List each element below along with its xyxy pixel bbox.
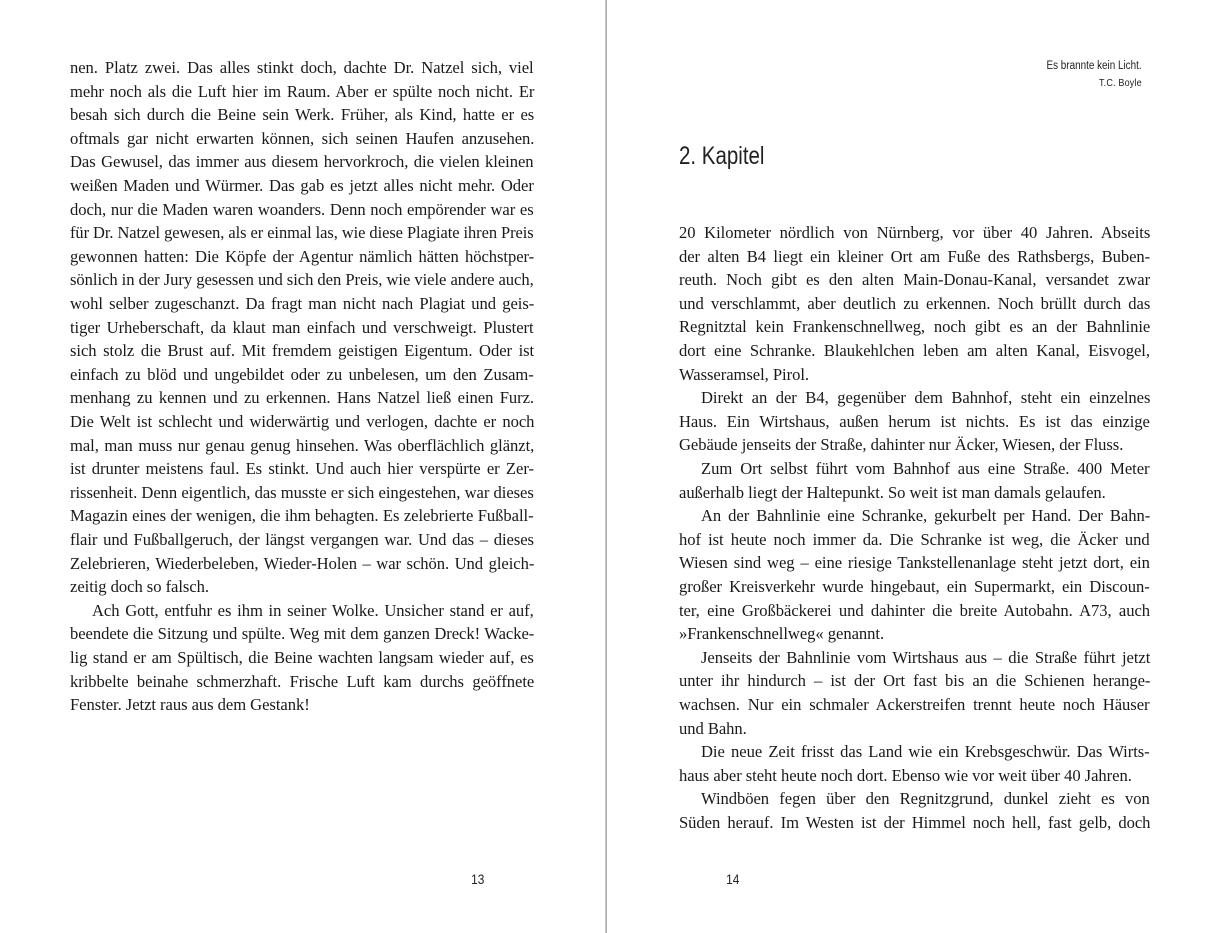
text-line: Gebäude jenseits der Straße, dahinter nur Äcker, Wiesen, der Fluss. [679,435,1124,455]
text-line: gewonnen hatten: Die Köpfe der Agentur nämlich hätten höchstper- [70,246,535,266]
page-number-right: 14 [726,871,740,887]
text-line: beendete die Sitzung und spülte. Weg mit dem ganzen Dreck! Wacke- [70,624,535,644]
text-line: Das Gewusel, das immer aus diesem hervorkroch, die vielen kleinen [70,152,534,172]
text-line: wachsen. Nur ein schmaler Ackerstreifen trennt heute noch Häuser [679,695,1150,714]
text-line: Zelebrieren, Wiederbeleben, Wieder-Holen – war schön. Und gleich- [70,553,535,573]
text-line: Zum Ort selbst führt vom Bahnhof aus eine Straße. 400 Meter [701,459,1150,478]
text-line: Ach Gott, entfuhr es ihm in seiner Wolke. Unsicher stand er auf, [92,600,534,620]
text-line: zeitig doch so falsch. [70,577,209,597]
page-number-left: 13 [471,871,485,887]
text-line: für Dr. Natzel gewesen, als er einmal las, wie diese Plagiate ihren Preis [70,223,534,243]
text-line: Wasseramsel, Pirol. [679,364,809,384]
text-line: ist drunter meistens faul. Es stinkt. Und auch hier verspürte er Zer- [70,459,534,479]
text-line: einfach zu blöd und ungebildet oder zu unbelesen, um den Zusam- [70,364,534,384]
text-line: 20 Kilometer nördlich von Nürnberg, vor über 40 Jahren. Abseits [679,223,1151,242]
text-line: dort eine Schranke. Blaukehlchen leben am alten Kanal, Eisvogel, [679,341,1150,360]
text-line: sich stolz die Brust auf. Mit fremdem geistigen Eigentum. Oder ist [70,341,535,361]
text-line: An der Bahnlinie eine Schranke, gekurbelt per Hand. Der Bahn- [701,506,1151,526]
running-header-author: T.C. Boyle [1099,77,1142,89]
text-line: Fenster. Jetzt raus aus dem Gestank! [70,695,310,715]
text-line: reuth. Noch gibt es den alten Main-Donau-Kanal, versandet zwar [679,270,1151,290]
text-line: Direkt an der B4, gegenüber dem Bahnhof, steht ein einzelnes [701,388,1151,408]
right-page [607,0,1209,933]
text-line: besah sich durch die Beine sein Werk. Früher, als Kind, hatte er es [70,105,535,125]
text-line: mehr noch als die Luft hier im Raum. Aber er spülte noch nicht. Er [70,81,535,101]
text-line: ter, eine Großbäckerei und dahinter die breite Autobahn. A73, auch [679,600,1151,620]
text-line: rissenheit. Denn eigentlich, das musste er sich eingestehen, war dieses [70,482,534,502]
text-line: sönlich in der Jury gesessen und sich den Preis, wie viele andere auch, [70,270,534,290]
running-header-title: Es brannte kein Licht. [1046,60,1142,72]
text-line: Die Welt ist schlecht und widerwärtig und verlogen, dachte er noch [70,412,535,431]
text-line: und verschlammt, aber deutlich zu erkennen. Noch brüllt durch das [679,293,1151,313]
text-line: doch, nur die Maden waren woanders. Denn noch empörender war es [70,199,534,219]
text-line: Haus. Ein Wirtshaus, außen herum ist nichts. Es ist das einzige [679,411,1150,431]
text-line: haus aber steht heute noch dort. Ebenso wie vor weit über 40 Jahren. [679,765,1132,785]
text-line: kribbelte beinahe schmerzhaft. Frische Luft kam durchs geöffnete [70,671,535,691]
text-line: weißen Maden und Würmer. Das gab es jetzt alles nicht mehr. Oder [70,176,534,195]
text-line: menhang zu kennen und zu erkennen. Hans Natzel ließ einen Furz. [70,388,535,408]
text-line: tiger Urheberschaft, da klaut man einfach und verschweigt. Plustert [70,317,534,337]
text-line: nen. Platz zwei. Das alles stinkt doch, dachte Dr. Natzel sich, viel [70,58,534,77]
text-line: außerhalb liegt der Haltepunkt. So weit ist man damals gelaufen. [679,482,1106,502]
text-line: unter ihr hindurch – ist der Ort fast bis an die Schienen herange- [679,671,1151,691]
text-line: Regnitztal kein Frankenschnellweg, noch gibt es an der Bahnlinie [679,317,1151,337]
text-line: Die neue Zeit frisst das Land wie ein Krebsgeschwür. Das Wirts- [701,742,1150,762]
chapter-title: 2. Kapitel [679,142,765,170]
text-line: mal, man muss nur genau genug hinsehen. Was oberflächlich glänzt, [70,435,535,455]
text-line: Süden herauf. Im Westen ist der Himmel noch hell, fast gelb, doch [679,813,1151,832]
text-line: Jenseits der Bahnlinie vom Wirtshaus aus – die Straße führt jetzt [701,647,1151,667]
text-line: wohl selber zugeschanzt. Da fragt man nicht nach Plagiat und geis- [70,294,535,313]
text-line: Windböen fegen über den Regnitzgrund, dunkel zieht es von [701,789,1150,809]
text-line: Wiesen sind weg – eine riesige Tankstellenanlage steht jetzt dort, ein [679,553,1150,573]
text-line: flair und Fußballgeruch, der längst vergangen war. Und das – dieses [70,530,534,549]
text-line: Magazin eines der wenigen, die ihm behagten. Es zelebrierte Fußball- [70,506,534,526]
text-line: lig stand er am Spültisch, die Beine wachten langsam wieder auf, es [70,648,534,667]
text-line: hof ist heute noch immer da. Die Schranke ist weg, die Äcker und [679,529,1150,549]
text-line: und Bahn. [679,718,747,738]
text-line: »Frankenschnellweg« genannt. [679,624,885,644]
text-line: oftmals gar nicht erwarten können, sich seinen Haufen anzusehen. [70,128,535,148]
text-line: großer Kreisverkehr wurde hingebaut, ein Supermarkt, ein Discoun- [679,577,1150,596]
text-line: der alten B4 liegt ein kleiner Ort am Fuße des Rathsbergs, Buben- [679,246,1151,266]
